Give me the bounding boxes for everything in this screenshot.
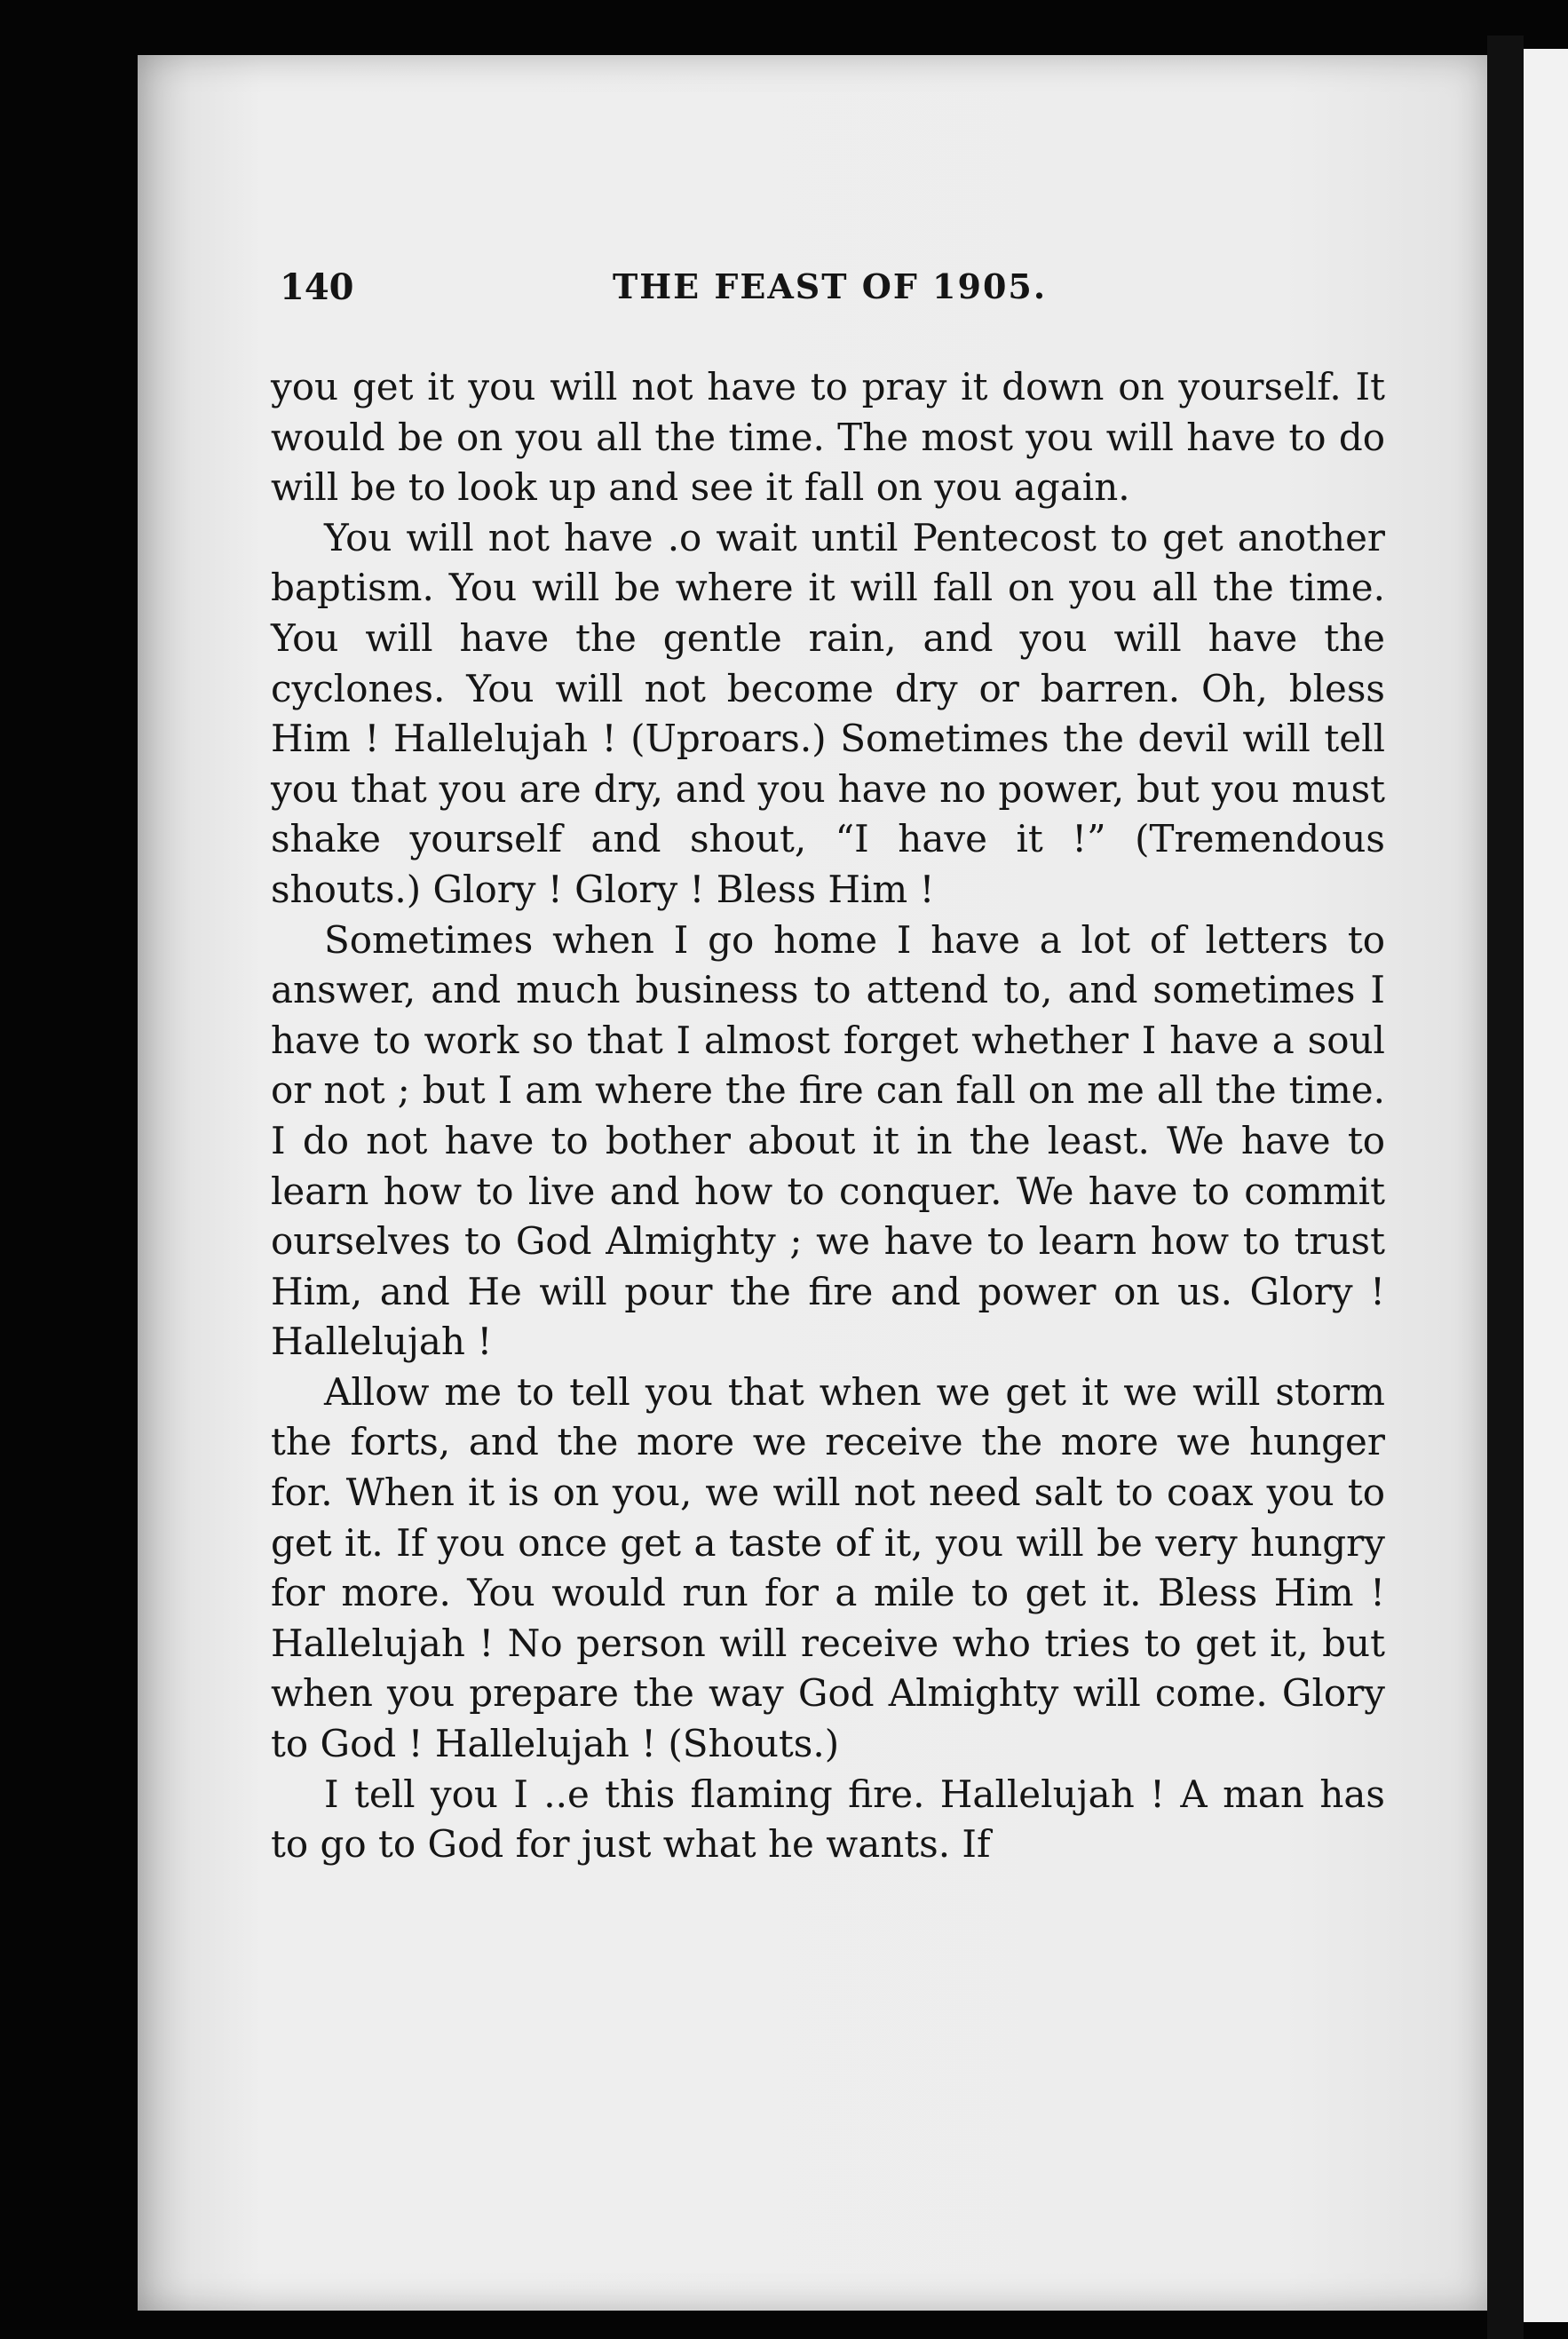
paragraph: You will not have .o wait until Pentecost to get another baptism. You will be where it will fall on you all the time. You will have the gentle rain, and you will have the cyclones. You will not become dry or barren. Oh, bless Him ! Hallelujah ! (Uproars.) Sometimes the devil will tell you that you are dry, and you have no power, but you must shake yourself and shout, “I have it !” (Tremendous shouts.) Glory ! Glory ! Bless Him !	[271, 515, 1385, 911]
paragraph: Sometimes when I go home I have a lot of letters to answer, and much business to attend to, and sometimes I have to work so that I almost forget whether I have a soul or not ; but I am where the fire can fall on me all the time. I do not have to bother about it in the least. We have to learn how to live and how to conquer. We have to commit ourselves to God Almighty ; we have to learn how to trust Him, and He will pour the fire and power on us. Glory ! Hallelujah !	[271, 917, 1385, 1364]
paragraph: I tell you I ..e this flaming fire. Hallelujah ! A man has to go to God for just what he wants. If	[271, 1772, 1385, 1867]
paragraph: Allow me to tell you that when we get it we will storm the forts, and the more we receive the more we hunger for. When it is on you, we will not need salt to coax you to get it. If you once get a taste of it, you will be very hungry for more. You would run for a mile to get it. Bless Him ! Hallelujah ! No person will receive who tries to get it, but when you prepare the way God Almighty will come. Glory to God ! Hallelujah ! (Shouts.)	[271, 1369, 1385, 1766]
binding-gap	[1487, 36, 1524, 2339]
running-title: THE FEAST OF 1905.	[613, 266, 1048, 306]
page-header	[271, 266, 1385, 320]
page-content	[271, 266, 1385, 1870]
page-number: 140	[280, 266, 354, 308]
body-text	[271, 362, 1385, 1870]
paragraph: you get it you will not have to pray it down on yourself. It would be on you all the time. The most you will have to do will be to look up and see it fall on you again.	[271, 365, 1385, 510]
adjacent-page-edge	[1524, 49, 1568, 2322]
